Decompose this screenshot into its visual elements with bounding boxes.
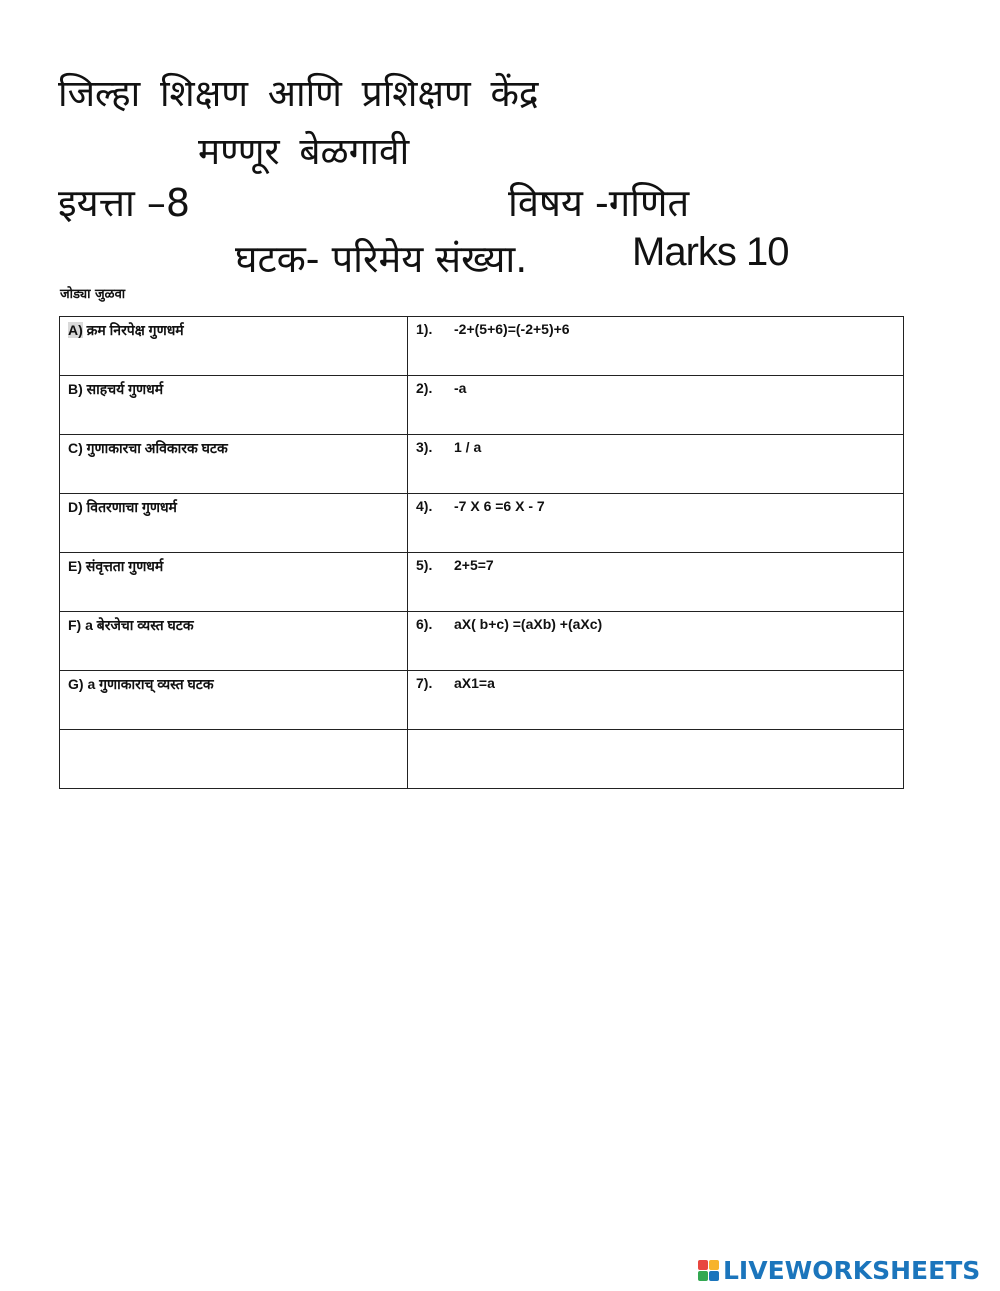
- left-letter: E): [68, 558, 82, 574]
- table-row: [60, 730, 904, 789]
- right-text: -a: [454, 380, 467, 396]
- table-row: [60, 376, 904, 435]
- liveworksheets-logo-icon: [698, 1260, 719, 1281]
- right-text: -2+(5+6)=(-2+5)+6: [454, 321, 570, 337]
- left-text: a गुणाकाराच् व्यस्त घटक: [83, 676, 214, 692]
- left-text: क्रम निरपेक्ष गुणधर्म: [82, 322, 184, 338]
- header-title-line1: जिल्हा शिक्षण आणि प्रशिक्षण केंद्र: [58, 72, 539, 115]
- table-row: [60, 612, 904, 671]
- left-letter: F): [68, 617, 82, 633]
- right-text: -7 X 6 =6 X - 7: [454, 498, 545, 514]
- right-cell: [408, 317, 904, 376]
- left-letter: C): [68, 440, 83, 456]
- right-number: 7).: [416, 675, 433, 691]
- table-row: [60, 494, 904, 553]
- left-text: गुणाकारचा अविकारक घटक: [82, 440, 228, 456]
- right-text: 1 / a: [454, 439, 482, 455]
- left-text: वितरणाचा गुणधर्म: [82, 499, 177, 515]
- left-letter: G): [68, 676, 84, 692]
- right-cell: [408, 494, 904, 553]
- left-cell: [60, 553, 408, 612]
- table-row: [60, 671, 904, 730]
- left-cell: [60, 376, 408, 435]
- right-text: aX1=a: [454, 675, 495, 691]
- subject-label: विषय -गणित: [508, 181, 690, 225]
- left-cell: [60, 494, 408, 553]
- right-number: 5).: [416, 557, 433, 573]
- left-text: a बेरजेचा व्यस्त घटक: [81, 617, 194, 633]
- right-number: 6).: [416, 616, 433, 632]
- logo-square: [698, 1260, 708, 1270]
- right-text: 2+5=7: [454, 557, 494, 573]
- right-cell: [408, 671, 904, 730]
- unit-label: घटक- परिमेय संख्या.: [235, 237, 528, 281]
- left-text: संवृत्तता गुणधर्म: [82, 558, 164, 574]
- left-letter: A): [68, 322, 83, 338]
- right-number: 4).: [416, 498, 433, 514]
- left-cell: [60, 730, 408, 789]
- left-cell: [60, 612, 408, 671]
- left-cell: [60, 671, 408, 730]
- liveworksheets-logo-text: LIVEWORKSHEETS: [723, 1256, 981, 1285]
- marks-label: Marks 10: [632, 230, 789, 274]
- logo-square: [709, 1260, 719, 1270]
- table-row: [60, 317, 904, 376]
- right-text: aX( b+c) =(aXb) +(aXc): [454, 616, 603, 632]
- class-label: इयत्ता –8: [58, 181, 191, 225]
- right-number: 1).: [416, 321, 433, 337]
- right-cell: [408, 730, 904, 789]
- right-number: 3).: [416, 439, 433, 455]
- left-cell: [60, 317, 408, 376]
- right-cell: [408, 376, 904, 435]
- right-cell: [408, 553, 904, 612]
- right-cell: [408, 435, 904, 494]
- table-row: [60, 435, 904, 494]
- instruction-text: जोड्या जुळवा: [60, 287, 126, 302]
- left-letter: D): [68, 499, 83, 515]
- logo-square: [709, 1271, 719, 1281]
- match-table: [59, 316, 904, 789]
- right-cell: [408, 612, 904, 671]
- left-text: साहचर्य गुणधर्म: [82, 381, 164, 397]
- liveworksheets-logo: [698, 1256, 980, 1285]
- left-letter: B): [68, 381, 83, 397]
- right-number: 2).: [416, 380, 433, 396]
- left-cell: [60, 435, 408, 494]
- header-title-line2: मण्णूर बेळगावी: [198, 130, 410, 173]
- table-row: [60, 553, 904, 612]
- logo-square: [698, 1271, 708, 1281]
